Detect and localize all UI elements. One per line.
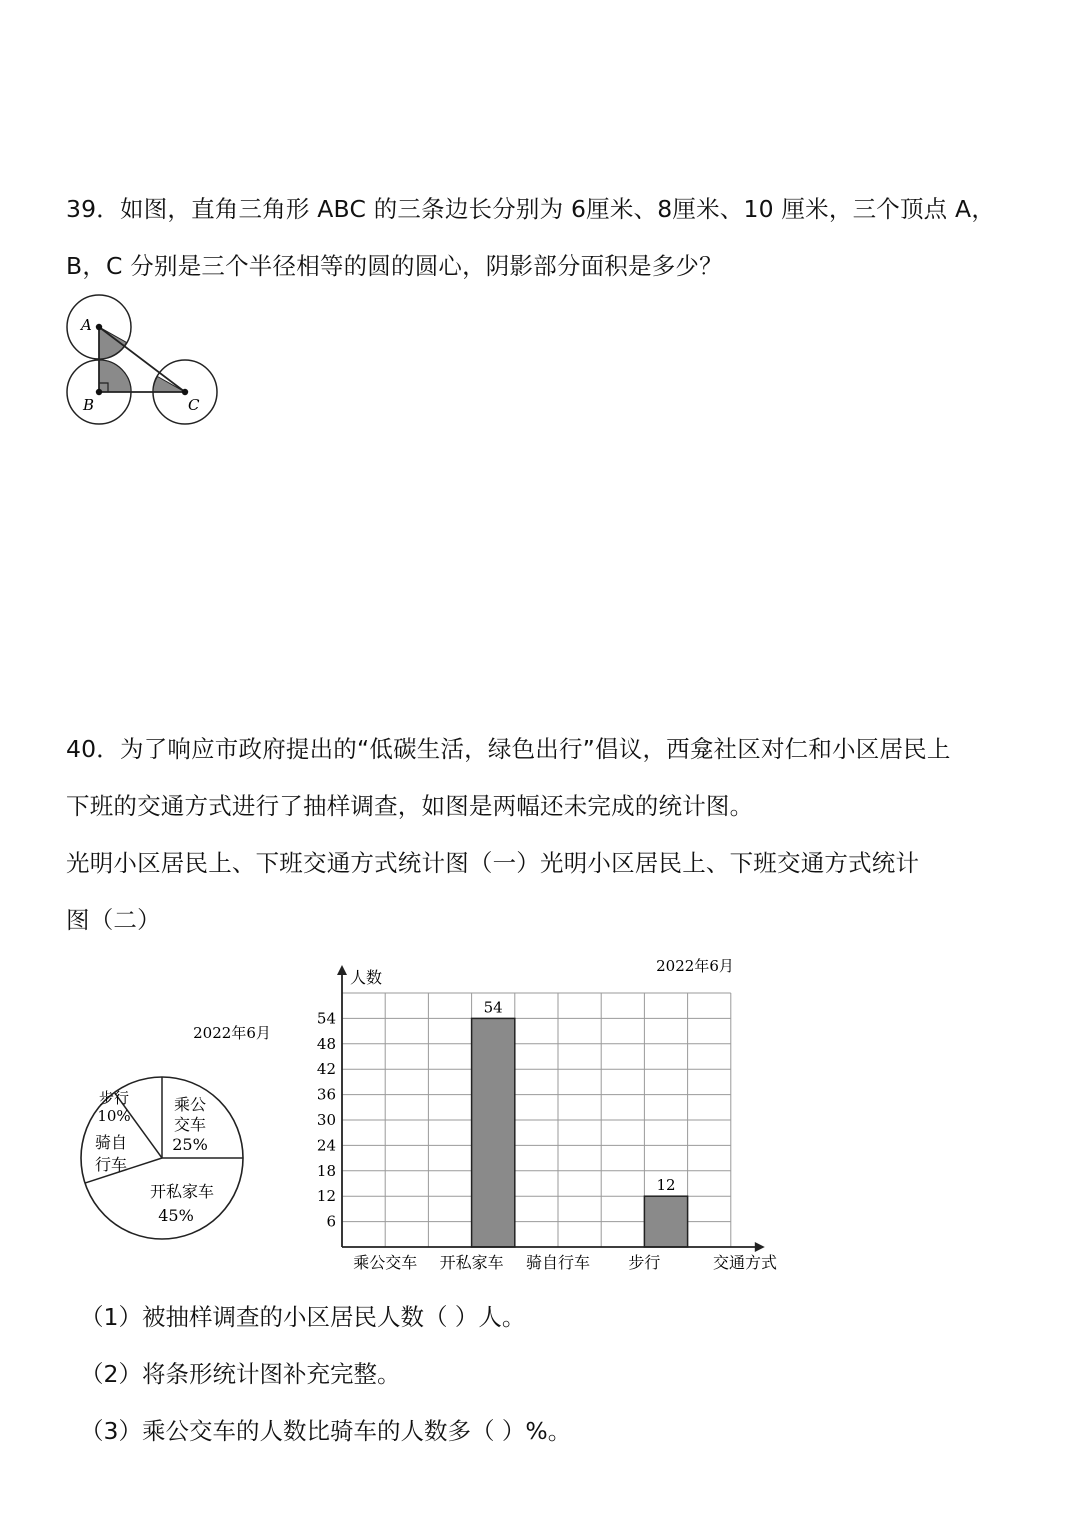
pie-chart	[70, 1010, 271, 1250]
y-tick-label: 12	[316, 1187, 336, 1206]
pie-value-walk: 10%	[97, 1107, 131, 1125]
y-tick-label: 48	[316, 1034, 336, 1053]
q40-text-line3: 光明小区居民上、下班交通方式统计图（一）光明小区居民上、下班交通方式统计	[66, 849, 920, 877]
y-tick-label: 36	[316, 1085, 336, 1104]
x-tick-label-2: 骑自行车	[525, 1253, 591, 1272]
q39-text-line1: 39．如图，直角三角形 ABC 的三条边长分别为 6厘米、8厘米、10 厘米，三个顶点 A，	[66, 195, 996, 223]
q40-sub3: （3）乘公交车的人数比骑车的人数多（ ）%。	[80, 1417, 572, 1445]
bar-3	[644, 1196, 687, 1247]
triangle-circles-figure	[60, 290, 230, 435]
pie-label-car: 开私家车	[149, 1182, 215, 1201]
pie-value-car: 45%	[158, 1206, 194, 1225]
bar-chart-title: 2022年6月	[656, 957, 734, 975]
label-b: B	[83, 396, 95, 414]
y-tick-label: 18	[316, 1161, 336, 1180]
x-tick-label-1: 开私家车	[439, 1253, 504, 1272]
shaded-sector-a	[99, 327, 127, 359]
x-tick-label-3: 步行	[628, 1253, 661, 1272]
y-tick-label: 42	[316, 1060, 336, 1079]
label-c: C	[188, 396, 200, 414]
q40-text-line4: 图（二）	[66, 906, 161, 934]
pie-value-bus: 25%	[172, 1135, 208, 1154]
bar-chart-ylabel: 人数	[350, 968, 383, 987]
y-tick-label: 24	[316, 1136, 336, 1155]
q40-text-line2: 下班的交通方式进行了抽样调查，如图是两幅还未完成的统计图。	[66, 792, 754, 820]
y-axis-arrow	[337, 965, 347, 975]
bar-1	[472, 1018, 515, 1247]
y-tick-label: 6	[326, 1212, 336, 1231]
q40-text-line1: 40．为了响应市政府提出的“低碳生活，绿色出行”倡议，西龛社区对仁和小区居民上	[66, 735, 951, 763]
pie-label-walk: 步行	[98, 1089, 130, 1107]
x-tick-label-0: 乘公交车	[353, 1253, 418, 1272]
q40-sub1: （1）被抽样调查的小区居民人数（ ）人。	[80, 1303, 526, 1331]
bar-chart	[290, 945, 790, 1280]
shaded-sector-b	[99, 360, 131, 392]
bar-value-label-3: 12	[656, 1176, 676, 1195]
x-axis-arrow	[755, 1242, 765, 1252]
y-tick-label: 30	[316, 1111, 336, 1129]
y-tick-label: 54	[316, 1009, 336, 1028]
bar-chart-xlabel: 交通方式	[712, 1253, 778, 1272]
vertex-c	[182, 389, 188, 395]
vertex-a	[96, 324, 102, 330]
bar-value-label-1: 54	[483, 998, 503, 1017]
q39-text-line2: B，C 分别是三个半径相等的圆的圆心，阴影部分面积是多少？	[66, 252, 723, 280]
pie-label-bus-line2: 交车	[173, 1115, 207, 1134]
pie-label-bike-line2: 行车	[94, 1155, 128, 1174]
label-a: A	[81, 316, 92, 334]
vertex-b	[96, 389, 102, 395]
pie-label-bus-line1: 乘公	[173, 1095, 207, 1114]
pie-chart-title: 2022年6月	[193, 1024, 271, 1042]
q40-sub2: （2）将条形统计图补充完整。	[80, 1360, 401, 1388]
pie-label-bike-line1: 骑自	[94, 1133, 128, 1152]
